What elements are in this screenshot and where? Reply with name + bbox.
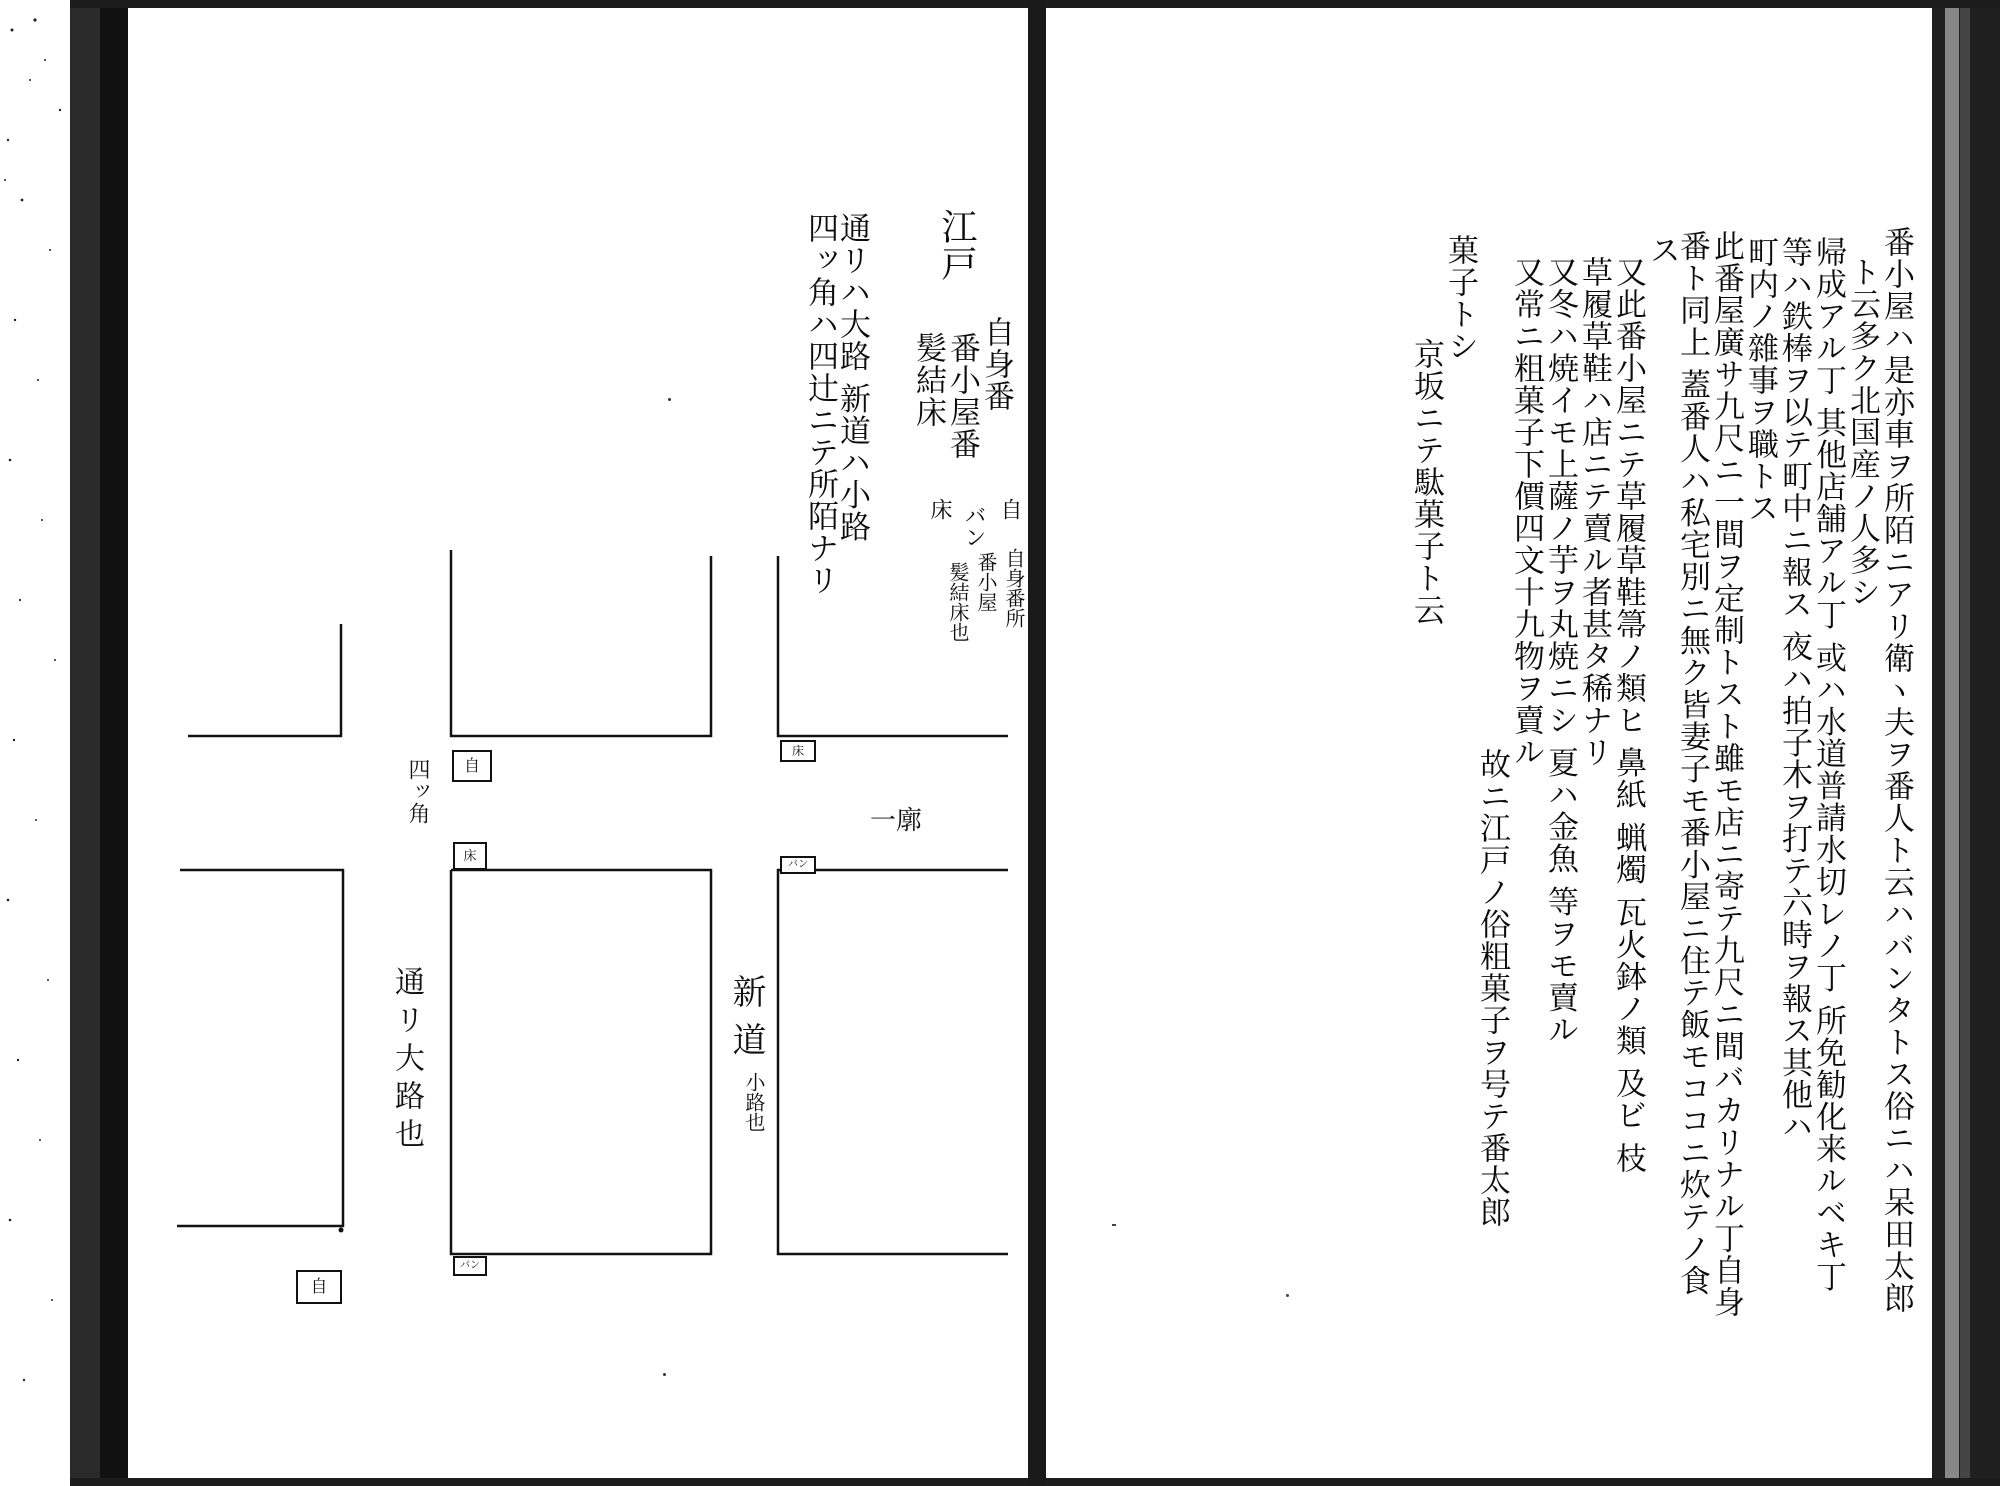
center-gutter [1028,0,1046,1486]
text-line-2: ト云多ク北国産ノ人多シ [1844,256,1880,608]
legend-item-banshoya: 番小屋番 [944,332,980,460]
text-line-11: 又冬ハ焼イモ上薩ノ芋ヲ丸焼ニシ 夏ハ金魚 等ヲモ賣ル [1542,256,1578,1046]
stray-ink-mark [1286,1294,1289,1297]
label-shindo: 新道 [726,974,766,1070]
booth-ban-bottom-right: バン [780,856,816,874]
booth-jishinban-corner: 自 [452,750,492,782]
block-top-right [778,556,1008,736]
booth-ban-bottom-middle: バン [453,1256,487,1276]
legend-desc-kamiyuidoko: 髪結床也 [946,562,970,642]
text-line-8: ス [1644,234,1680,266]
text-line-14: 菓子トシ [1442,234,1478,362]
right-page [1046,8,1932,1478]
text-line-15: 京坂ニテ駄菓子ト云 [1408,338,1444,626]
label-toori-oji: 通リ大路也 [389,966,424,1156]
left-cover-inner [100,0,128,1486]
legend-item-kamiyuidoko: 髪結床 [910,332,946,428]
booth-jishinban-bottom-left: 自 [296,1270,342,1304]
text-line-5: 町内ノ雜事ヲ職トス [1742,236,1778,524]
block-bottom-right [778,870,1008,1254]
text-line-10: 草履草鞋ハ店ニテ賣ル者甚タ稀ナリ [1576,256,1612,768]
block-bottom-left [177,870,343,1226]
text-line-3: 帰成アル丁 其他店舗アル丁 或ハ水道普請水切レノ丁 所免勧化来ルベキ丁 [1810,236,1846,1293]
legend-abbr-toko: 床 [927,498,952,520]
label-yotsukado: 四ッ角 [405,758,430,824]
legend-desc-banshoya: 番小屋 [974,552,998,612]
stray-ink-mark [668,398,671,401]
legend-abbr-ban: バン [961,504,986,548]
label-koji: 小路也 [742,1072,766,1132]
booth-toko-bottom-middle: 床 [453,842,487,870]
legend-desc-jishinbansho: 自身番所 [1002,548,1026,628]
note-line-1: 通リハ大路 新道ハ小路 [834,212,870,543]
text-line-9: 又此番小屋ニテ草履草鞋箒ノ類ヒ 鼻紙 蝋燭 瓦火鉢ノ類 及ビ 枝 [1610,256,1646,1175]
left-page [128,8,1028,1478]
label-ikkaku: 一廓 [870,806,923,836]
map-dot [339,1228,344,1233]
stray-ink-mark [663,1373,666,1376]
text-line-1: 番小屋ハ是亦車ヲ所陌ニアリ衛ヽ夫ヲ番人ト云ハバンタトス俗ニハ呆田太郎 [1878,226,1914,1314]
text-line-13: 故ニ江戸ノ俗粗菓子ヲ号テ番太郎 [1474,748,1510,1228]
legend-mark-edo: 江戸 [936,208,977,282]
text-line-7: 番ト同上 蓋番人ハ私宅別ニ無ク皆妻子モ番小屋ニ住テ飯モココニ炊テノ食 [1674,230,1710,1297]
text-line-4: 等ハ鉄棒ヲ以テ町中ニ報ス 夜ハ拍子木ヲ打テ六時ヲ報ス其他ハ [1776,236,1812,1143]
right-page-stack-inner [1960,0,1970,1486]
block-top-middle [451,550,711,736]
note-line-2: 四ッ角ハ四辻ニテ所陌ナリ [802,212,838,596]
block-bottom-middle [451,870,711,1254]
street-map [128,8,1028,1478]
stray-ink-mark [1112,1224,1116,1226]
block-top-left [188,624,341,736]
text-line-12: 又常ニ粗菓子下價四文十九物ヲ賣ル [1508,256,1544,768]
legend-item-jishinban: 自身番 [978,316,1014,412]
left-scan-noise [4,18,61,1381]
legend-abbr-ji: 自 [997,498,1022,520]
text-line-6: 此番屋廣サ九尺ニ一間ヲ定制トスト雖モ店ニ寄テ九尺ニ間バカリナル丁自身 [1708,230,1744,1318]
right-page-stack [1945,0,1959,1486]
booth-toko-top-right: 床 [780,740,816,762]
